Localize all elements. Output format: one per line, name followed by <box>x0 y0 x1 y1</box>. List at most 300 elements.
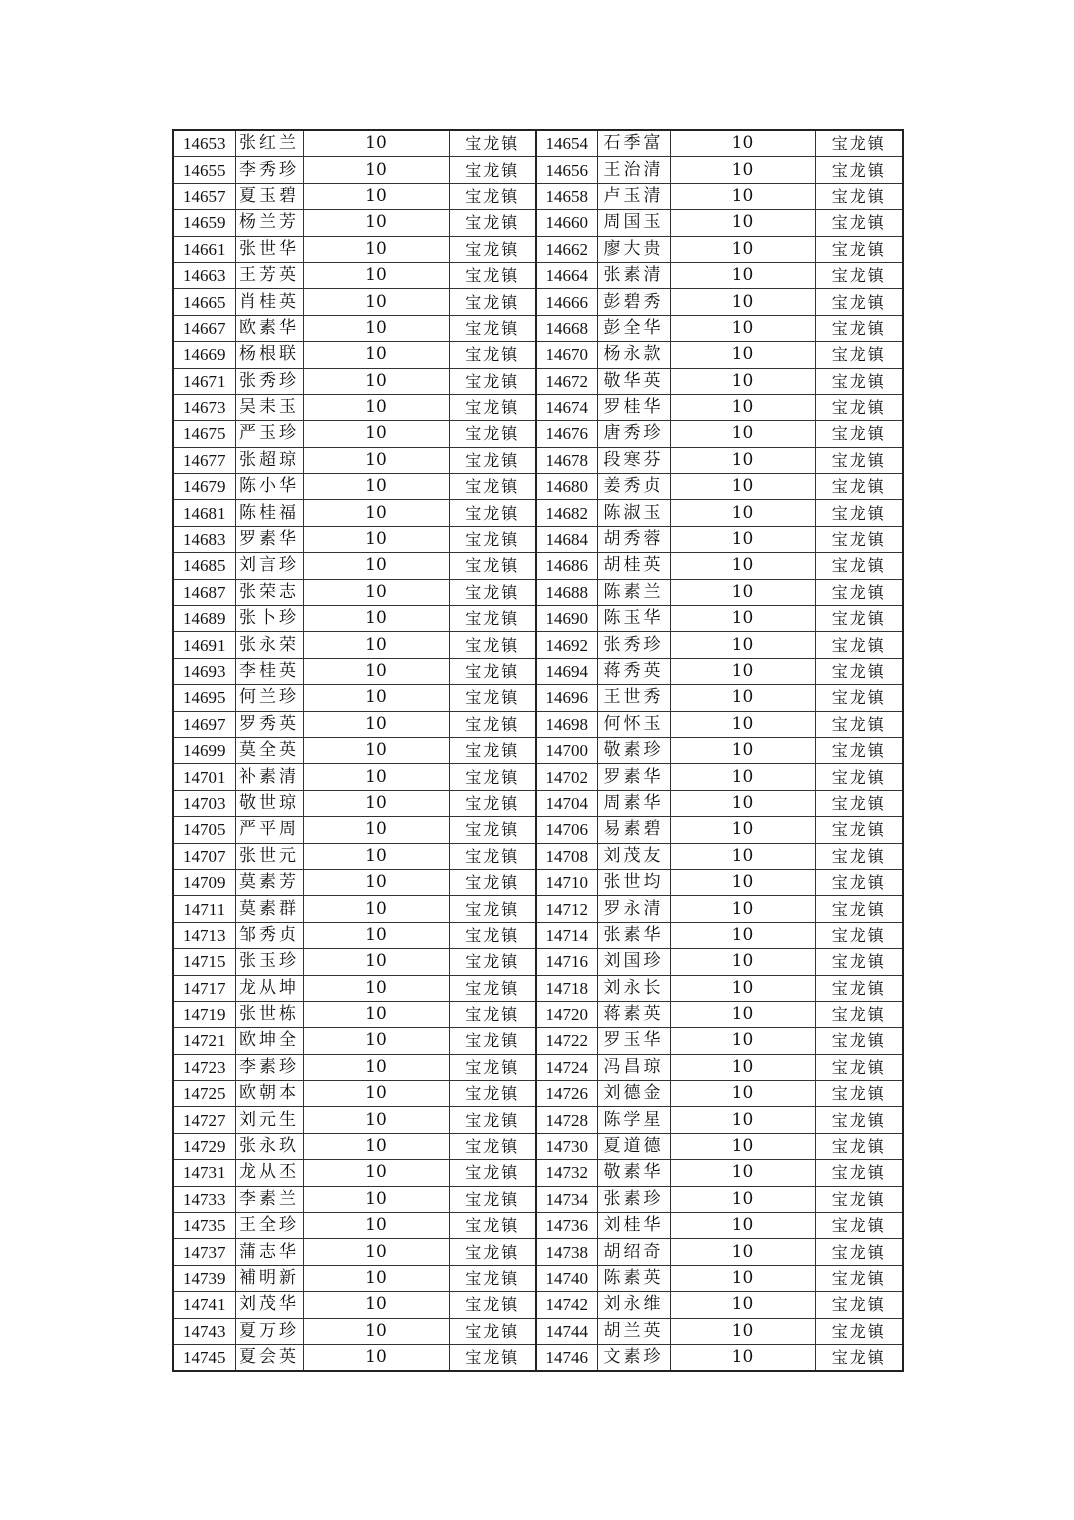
town-cell: 宝龙镇 <box>815 922 903 948</box>
town-cell: 宝龙镇 <box>815 579 903 605</box>
amount-cell: 10 <box>670 289 815 315</box>
amount-cell: 10 <box>670 711 815 737</box>
town-cell: 宝龙镇 <box>449 262 536 288</box>
amount-cell: 10 <box>303 632 449 658</box>
amount-cell: 10 <box>670 474 815 500</box>
town-cell: 宝龙镇 <box>815 1318 903 1344</box>
name-cell: 张秀珍 <box>597 632 670 658</box>
name-cell: 刘茂华 <box>235 1292 303 1318</box>
id-cell: 14668 <box>536 315 597 341</box>
amount-cell: 10 <box>670 579 815 605</box>
id-cell: 14684 <box>536 526 597 552</box>
name-cell: 敬世琼 <box>235 790 303 816</box>
name-cell: 张永玖 <box>235 1133 303 1159</box>
id-cell: 14700 <box>536 737 597 763</box>
table-row <box>173 685 903 711</box>
amount-cell: 10 <box>670 130 815 157</box>
amount-cell: 10 <box>670 1213 815 1239</box>
town-cell: 宝龙镇 <box>449 1001 536 1027</box>
id-cell: 14665 <box>173 289 235 315</box>
name-cell: 龙从丕 <box>235 1160 303 1186</box>
id-cell: 14689 <box>173 606 235 632</box>
amount-cell: 10 <box>670 790 815 816</box>
amount-cell: 10 <box>303 817 449 843</box>
town-cell: 宝龙镇 <box>449 843 536 869</box>
table-row <box>173 447 903 473</box>
amount-cell: 10 <box>303 711 449 737</box>
amount-cell: 10 <box>670 1001 815 1027</box>
id-cell: 14743 <box>173 1318 235 1344</box>
id-cell: 14659 <box>173 210 235 236</box>
name-cell: 李素兰 <box>235 1186 303 1212</box>
name-cell: 张素清 <box>597 262 670 288</box>
town-cell: 宝龙镇 <box>815 975 903 1001</box>
name-cell: 莫全英 <box>235 737 303 763</box>
name-cell: 王世秀 <box>597 685 670 711</box>
id-cell: 14679 <box>173 474 235 500</box>
name-cell: 罗秀英 <box>235 711 303 737</box>
id-cell: 14673 <box>173 394 235 420</box>
name-cell: 补素清 <box>235 764 303 790</box>
town-cell: 宝龙镇 <box>449 1213 536 1239</box>
town-cell: 宝龙镇 <box>449 553 536 579</box>
town-cell: 宝龙镇 <box>815 1344 903 1371</box>
amount-cell: 10 <box>670 922 815 948</box>
id-cell: 14741 <box>173 1292 235 1318</box>
table-row <box>173 579 903 605</box>
town-cell: 宝龙镇 <box>449 210 536 236</box>
town-cell: 宝龙镇 <box>449 1318 536 1344</box>
town-cell: 宝龙镇 <box>449 632 536 658</box>
name-cell: 冯昌琼 <box>597 1054 670 1080</box>
amount-cell: 10 <box>670 315 815 341</box>
name-cell: 王全珍 <box>235 1213 303 1239</box>
amount-cell: 10 <box>303 157 449 183</box>
name-cell: 胡绍奇 <box>597 1239 670 1265</box>
name-cell: 敬素珍 <box>597 737 670 763</box>
name-cell: 胡秀蓉 <box>597 526 670 552</box>
id-cell: 14742 <box>536 1292 597 1318</box>
id-cell: 14671 <box>173 368 235 394</box>
name-cell: 王治清 <box>597 157 670 183</box>
amount-cell: 10 <box>303 1133 449 1159</box>
amount-cell: 10 <box>670 606 815 632</box>
table-row <box>173 1133 903 1159</box>
amount-cell: 10 <box>303 447 449 473</box>
name-cell: 何兰珍 <box>235 685 303 711</box>
name-cell: 张素珍 <box>597 1186 670 1212</box>
id-cell: 14735 <box>173 1213 235 1239</box>
id-cell: 14681 <box>173 500 235 526</box>
amount-cell: 10 <box>303 474 449 500</box>
name-cell: 陈玉华 <box>597 606 670 632</box>
town-cell: 宝龙镇 <box>815 421 903 447</box>
town-cell: 宝龙镇 <box>815 896 903 922</box>
id-cell: 14738 <box>536 1239 597 1265</box>
name-cell: 石季富 <box>597 130 670 157</box>
amount-cell: 10 <box>670 1186 815 1212</box>
id-cell: 14711 <box>173 896 235 922</box>
table-row <box>173 790 903 816</box>
town-cell: 宝龙镇 <box>449 1028 536 1054</box>
name-cell: 张玉珍 <box>235 949 303 975</box>
table-row <box>173 236 903 262</box>
town-cell: 宝龙镇 <box>815 1001 903 1027</box>
id-cell: 14714 <box>536 922 597 948</box>
id-cell: 14699 <box>173 737 235 763</box>
town-cell: 宝龙镇 <box>815 236 903 262</box>
amount-cell: 10 <box>303 975 449 1001</box>
amount-cell: 10 <box>670 764 815 790</box>
town-cell: 宝龙镇 <box>449 949 536 975</box>
town-cell: 宝龙镇 <box>815 1054 903 1080</box>
id-cell: 14710 <box>536 869 597 895</box>
name-cell: 文素珍 <box>597 1344 670 1371</box>
id-cell: 14705 <box>173 817 235 843</box>
table-row <box>173 1344 903 1371</box>
table-row <box>173 764 903 790</box>
town-cell: 宝龙镇 <box>815 869 903 895</box>
town-cell: 宝龙镇 <box>449 526 536 552</box>
id-cell: 14704 <box>536 790 597 816</box>
town-cell: 宝龙镇 <box>449 1160 536 1186</box>
town-cell: 宝龙镇 <box>449 579 536 605</box>
town-cell: 宝龙镇 <box>815 817 903 843</box>
table-row <box>173 421 903 447</box>
id-cell: 14676 <box>536 421 597 447</box>
town-cell: 宝龙镇 <box>449 368 536 394</box>
id-cell: 14661 <box>173 236 235 262</box>
town-cell: 宝龙镇 <box>815 1081 903 1107</box>
town-cell: 宝龙镇 <box>449 896 536 922</box>
name-cell: 胡桂英 <box>597 553 670 579</box>
town-cell: 宝龙镇 <box>449 685 536 711</box>
table-row <box>173 157 903 183</box>
id-cell: 14654 <box>536 130 597 157</box>
table-row <box>173 394 903 420</box>
id-cell: 14683 <box>173 526 235 552</box>
roster-table <box>172 129 904 1372</box>
amount-cell: 10 <box>303 1160 449 1186</box>
id-cell: 14725 <box>173 1081 235 1107</box>
name-cell: 蒲志华 <box>235 1239 303 1265</box>
table-row <box>173 553 903 579</box>
town-cell: 宝龙镇 <box>815 1133 903 1159</box>
table-row <box>173 289 903 315</box>
table-row <box>173 262 903 288</box>
name-cell: 刘茂友 <box>597 843 670 869</box>
id-cell: 14707 <box>173 843 235 869</box>
id-cell: 14690 <box>536 606 597 632</box>
amount-cell: 10 <box>303 790 449 816</box>
amount-cell: 10 <box>303 949 449 975</box>
table-row <box>173 342 903 368</box>
table-row <box>173 1160 903 1186</box>
name-cell: 欧素华 <box>235 315 303 341</box>
table-row <box>173 869 903 895</box>
amount-cell: 10 <box>670 421 815 447</box>
town-cell: 宝龙镇 <box>449 500 536 526</box>
name-cell: 陈学星 <box>597 1107 670 1133</box>
town-cell: 宝龙镇 <box>449 975 536 1001</box>
town-cell: 宝龙镇 <box>449 737 536 763</box>
name-cell: 刘言珍 <box>235 553 303 579</box>
name-cell: 张红兰 <box>235 130 303 157</box>
name-cell: 刘国珍 <box>597 949 670 975</box>
amount-cell: 10 <box>670 1318 815 1344</box>
id-cell: 14677 <box>173 447 235 473</box>
town-cell: 宝龙镇 <box>449 1107 536 1133</box>
amount-cell: 10 <box>303 606 449 632</box>
town-cell: 宝龙镇 <box>449 790 536 816</box>
town-cell: 宝龙镇 <box>815 1213 903 1239</box>
name-cell: 蒋秀英 <box>597 658 670 684</box>
name-cell: 刘元生 <box>235 1107 303 1133</box>
table-row <box>173 949 903 975</box>
name-cell: 周国玉 <box>597 210 670 236</box>
amount-cell: 10 <box>303 500 449 526</box>
amount-cell: 10 <box>670 210 815 236</box>
id-cell: 14713 <box>173 922 235 948</box>
amount-cell: 10 <box>670 949 815 975</box>
id-cell: 14716 <box>536 949 597 975</box>
name-cell: 王芳英 <box>235 262 303 288</box>
table-row <box>173 606 903 632</box>
town-cell: 宝龙镇 <box>449 394 536 420</box>
name-cell: 罗素华 <box>235 526 303 552</box>
amount-cell: 10 <box>303 1054 449 1080</box>
town-cell: 宝龙镇 <box>815 843 903 869</box>
town-cell: 宝龙镇 <box>449 236 536 262</box>
name-cell: 陈素兰 <box>597 579 670 605</box>
name-cell: 张世均 <box>597 869 670 895</box>
amount-cell: 10 <box>670 632 815 658</box>
id-cell: 14660 <box>536 210 597 236</box>
id-cell: 14682 <box>536 500 597 526</box>
table-row <box>173 1292 903 1318</box>
town-cell: 宝龙镇 <box>815 183 903 209</box>
id-cell: 14729 <box>173 1133 235 1159</box>
id-cell: 14719 <box>173 1001 235 1027</box>
name-cell: 刘德金 <box>597 1081 670 1107</box>
amount-cell: 10 <box>670 500 815 526</box>
amount-cell: 10 <box>670 1265 815 1291</box>
town-cell: 宝龙镇 <box>815 342 903 368</box>
id-cell: 14697 <box>173 711 235 737</box>
name-cell: 陈素英 <box>597 1265 670 1291</box>
town-cell: 宝龙镇 <box>815 500 903 526</box>
name-cell: 罗玉华 <box>597 1028 670 1054</box>
town-cell: 宝龙镇 <box>449 658 536 684</box>
id-cell: 14672 <box>536 368 597 394</box>
town-cell: 宝龙镇 <box>449 711 536 737</box>
name-cell: 彭碧秀 <box>597 289 670 315</box>
town-cell: 宝龙镇 <box>449 130 536 157</box>
id-cell: 14686 <box>536 553 597 579</box>
table-row <box>173 737 903 763</box>
id-cell: 14721 <box>173 1028 235 1054</box>
amount-cell: 10 <box>303 183 449 209</box>
id-cell: 14736 <box>536 1213 597 1239</box>
id-cell: 14653 <box>173 130 235 157</box>
name-cell: 夏会英 <box>235 1344 303 1371</box>
name-cell: 李桂英 <box>235 658 303 684</box>
amount-cell: 10 <box>303 1265 449 1291</box>
id-cell: 14720 <box>536 1001 597 1027</box>
amount-cell: 10 <box>670 737 815 763</box>
town-cell: 宝龙镇 <box>449 315 536 341</box>
id-cell: 14706 <box>536 817 597 843</box>
table-row <box>173 1318 903 1344</box>
amount-cell: 10 <box>670 896 815 922</box>
town-cell: 宝龙镇 <box>815 157 903 183</box>
name-cell: 陈桂福 <box>235 500 303 526</box>
name-cell: 杨永款 <box>597 342 670 368</box>
town-cell: 宝龙镇 <box>449 1186 536 1212</box>
id-cell: 14737 <box>173 1239 235 1265</box>
id-cell: 14688 <box>536 579 597 605</box>
town-cell: 宝龙镇 <box>449 1292 536 1318</box>
table-row <box>173 922 903 948</box>
town-cell: 宝龙镇 <box>815 685 903 711</box>
name-cell: 龙从坤 <box>235 975 303 1001</box>
town-cell: 宝龙镇 <box>449 1344 536 1371</box>
amount-cell: 10 <box>670 342 815 368</box>
id-cell: 14692 <box>536 632 597 658</box>
amount-cell: 10 <box>670 447 815 473</box>
town-cell: 宝龙镇 <box>815 1292 903 1318</box>
name-cell: 夏万珍 <box>235 1318 303 1344</box>
id-cell: 14701 <box>173 764 235 790</box>
id-cell: 14739 <box>173 1265 235 1291</box>
amount-cell: 10 <box>303 843 449 869</box>
id-cell: 14722 <box>536 1028 597 1054</box>
id-cell: 14667 <box>173 315 235 341</box>
id-cell: 14732 <box>536 1160 597 1186</box>
table-row <box>173 183 903 209</box>
town-cell: 宝龙镇 <box>449 157 536 183</box>
town-cell: 宝龙镇 <box>815 526 903 552</box>
amount-cell: 10 <box>303 579 449 605</box>
town-cell: 宝龙镇 <box>815 553 903 579</box>
town-cell: 宝龙镇 <box>815 949 903 975</box>
name-cell: 罗素华 <box>597 764 670 790</box>
table-row <box>173 632 903 658</box>
town-cell: 宝龙镇 <box>815 1239 903 1265</box>
name-cell: 杨兰芳 <box>235 210 303 236</box>
town-cell: 宝龙镇 <box>815 394 903 420</box>
table-row <box>173 1081 903 1107</box>
id-cell: 14696 <box>536 685 597 711</box>
town-cell: 宝龙镇 <box>815 210 903 236</box>
id-cell: 14695 <box>173 685 235 711</box>
name-cell: 補明新 <box>235 1265 303 1291</box>
table-row <box>173 210 903 236</box>
amount-cell: 10 <box>303 421 449 447</box>
town-cell: 宝龙镇 <box>815 632 903 658</box>
id-cell: 14744 <box>536 1318 597 1344</box>
amount-cell: 10 <box>670 368 815 394</box>
name-cell: 张世华 <box>235 236 303 262</box>
id-cell: 14731 <box>173 1160 235 1186</box>
id-cell: 14730 <box>536 1133 597 1159</box>
table-row <box>173 1107 903 1133</box>
amount-cell: 10 <box>303 685 449 711</box>
name-cell: 李秀珍 <box>235 157 303 183</box>
town-cell: 宝龙镇 <box>815 262 903 288</box>
id-cell: 14669 <box>173 342 235 368</box>
id-cell: 14708 <box>536 843 597 869</box>
amount-cell: 10 <box>303 315 449 341</box>
id-cell: 14728 <box>536 1107 597 1133</box>
town-cell: 宝龙镇 <box>449 606 536 632</box>
amount-cell: 10 <box>670 262 815 288</box>
id-cell: 14666 <box>536 289 597 315</box>
amount-cell: 10 <box>303 526 449 552</box>
amount-cell: 10 <box>303 130 449 157</box>
name-cell: 李素珍 <box>235 1054 303 1080</box>
amount-cell: 10 <box>670 236 815 262</box>
id-cell: 14703 <box>173 790 235 816</box>
table-row <box>173 1054 903 1080</box>
amount-cell: 10 <box>670 1344 815 1371</box>
table-row <box>173 1265 903 1291</box>
amount-cell: 10 <box>303 1213 449 1239</box>
town-cell: 宝龙镇 <box>815 1107 903 1133</box>
amount-cell: 10 <box>303 342 449 368</box>
table-row <box>173 896 903 922</box>
town-cell: 宝龙镇 <box>815 737 903 763</box>
id-cell: 14698 <box>536 711 597 737</box>
town-cell: 宝龙镇 <box>449 1081 536 1107</box>
name-cell: 卢玉清 <box>597 183 670 209</box>
town-cell: 宝龙镇 <box>449 474 536 500</box>
amount-cell: 10 <box>303 1081 449 1107</box>
name-cell: 莫素群 <box>235 896 303 922</box>
id-cell: 14693 <box>173 658 235 684</box>
id-cell: 14723 <box>173 1054 235 1080</box>
table-row <box>173 368 903 394</box>
town-cell: 宝龙镇 <box>449 817 536 843</box>
table-row <box>173 711 903 737</box>
name-cell: 唐秀珍 <box>597 421 670 447</box>
name-cell: 欧坤全 <box>235 1028 303 1054</box>
name-cell: 莫素芳 <box>235 869 303 895</box>
town-cell: 宝龙镇 <box>815 447 903 473</box>
name-cell: 张永荣 <box>235 632 303 658</box>
amount-cell: 10 <box>670 1160 815 1186</box>
name-cell: 段寒芬 <box>597 447 670 473</box>
name-cell: 邹秀贞 <box>235 922 303 948</box>
id-cell: 14662 <box>536 236 597 262</box>
town-cell: 宝龙镇 <box>449 1265 536 1291</box>
name-cell: 张卜珍 <box>235 606 303 632</box>
town-cell: 宝龙镇 <box>449 1133 536 1159</box>
name-cell: 敬素华 <box>597 1160 670 1186</box>
id-cell: 14680 <box>536 474 597 500</box>
name-cell: 肖桂英 <box>235 289 303 315</box>
amount-cell: 10 <box>670 1292 815 1318</box>
table-row <box>173 658 903 684</box>
id-cell: 14664 <box>536 262 597 288</box>
name-cell: 陈淑玉 <box>597 500 670 526</box>
name-cell: 敬华英 <box>597 368 670 394</box>
amount-cell: 10 <box>303 1186 449 1212</box>
town-cell: 宝龙镇 <box>815 658 903 684</box>
id-cell: 14746 <box>536 1344 597 1371</box>
town-cell: 宝龙镇 <box>449 869 536 895</box>
table-row <box>173 1001 903 1027</box>
